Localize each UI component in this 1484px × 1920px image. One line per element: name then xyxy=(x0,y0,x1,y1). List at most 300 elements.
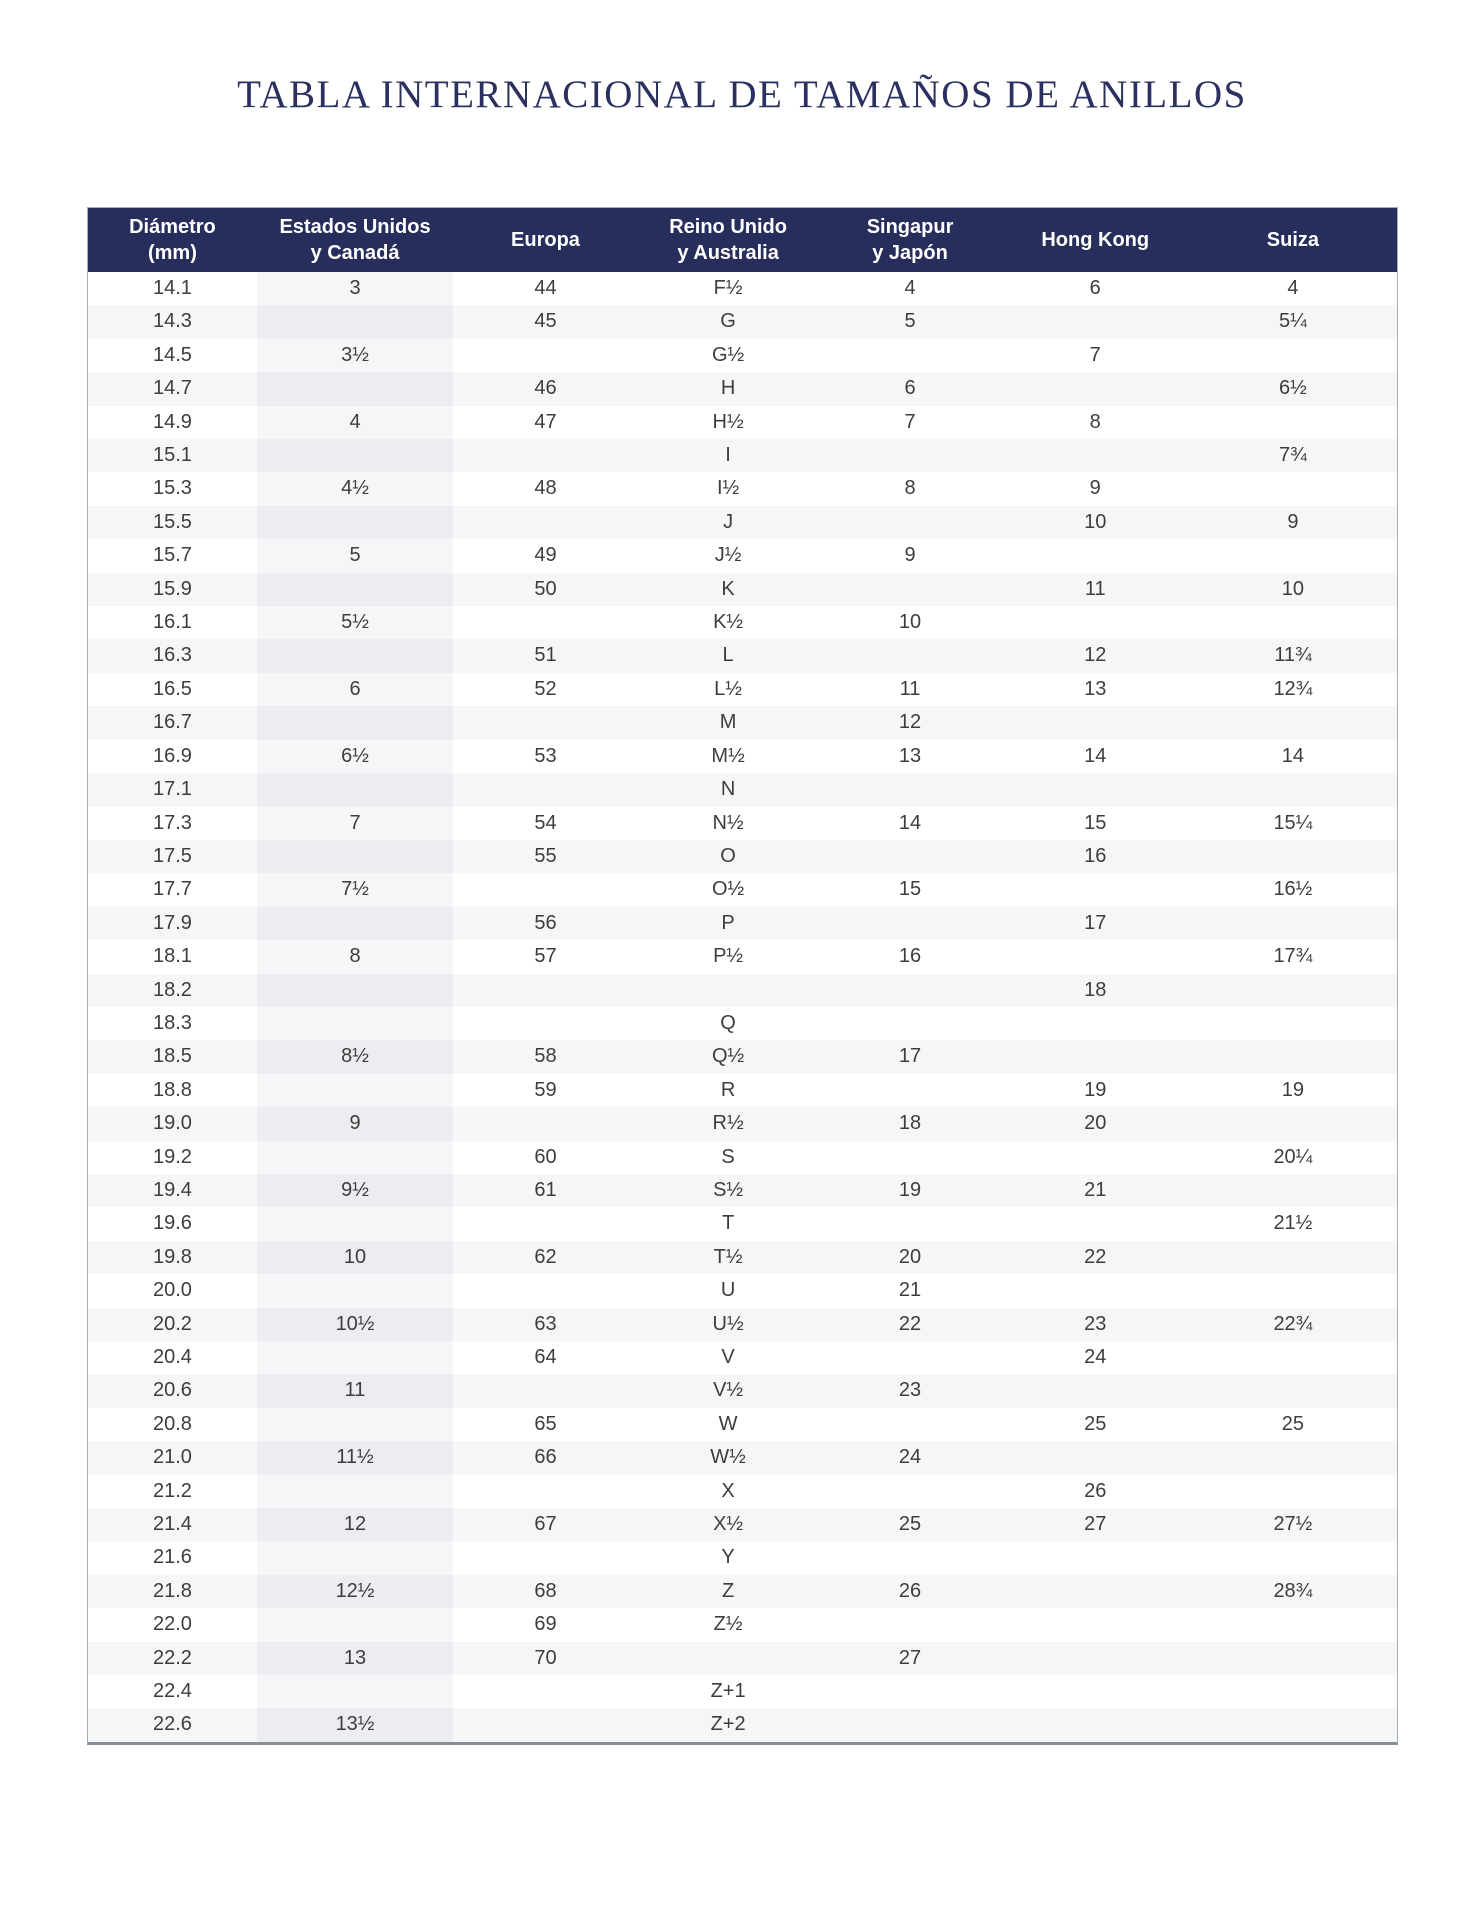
column-header-5: Singapur y Japón xyxy=(818,208,1001,272)
table-cell: R xyxy=(720,1078,736,1101)
table-cell xyxy=(818,439,1001,472)
table-cell: L½ xyxy=(714,677,742,700)
table-cell xyxy=(818,773,1001,806)
table-cell: 68 xyxy=(534,1579,557,1602)
table-cell: 17 xyxy=(1084,911,1107,934)
table-cell: 17.3 xyxy=(152,811,192,834)
table-cell: 25 xyxy=(898,1513,922,1536)
table-cell: O xyxy=(720,844,736,867)
table-cell xyxy=(257,506,453,539)
table-cell xyxy=(257,1207,453,1240)
table-row xyxy=(88,272,1397,305)
table-cell xyxy=(1002,1541,1189,1574)
table-cell: 21.0 xyxy=(152,1446,192,1469)
ring-size-table xyxy=(88,208,1397,1742)
table-cell: 7 xyxy=(257,807,453,840)
table-cell: 4 xyxy=(1287,277,1299,299)
table-cell xyxy=(1002,873,1189,906)
table-cell xyxy=(1189,1675,1397,1708)
table-cell: 6 xyxy=(1089,277,1101,299)
table-cell xyxy=(1189,1475,1397,1508)
ring-size-table-container xyxy=(87,207,1398,1745)
table-cell xyxy=(1189,1007,1397,1040)
table-cell: 19.2 xyxy=(152,1145,192,1168)
table-cell: 70 xyxy=(534,1646,557,1669)
table-cell: 13½ xyxy=(257,1708,453,1741)
table-cell: 46 xyxy=(534,377,557,400)
table-cell: 56 xyxy=(534,911,557,934)
table-cell: 19 xyxy=(1084,1078,1107,1101)
table-cell xyxy=(453,1541,638,1574)
table-cell xyxy=(1189,1708,1397,1741)
table-cell xyxy=(453,339,638,372)
table-cell: 13 xyxy=(1084,677,1107,700)
table-cell: 21 xyxy=(898,1279,922,1302)
table-cell: 18.1 xyxy=(152,945,192,968)
table-cell xyxy=(1002,1040,1189,1073)
table-cell: 19 xyxy=(898,1178,922,1201)
table-cell xyxy=(1189,606,1397,639)
table-cell: 12 xyxy=(257,1508,453,1541)
table-cell: 6½ xyxy=(1279,377,1307,400)
table-row xyxy=(88,1642,1397,1675)
table-cell: 18 xyxy=(1084,978,1107,1001)
table-row xyxy=(88,873,1397,906)
table-cell: 10 xyxy=(898,611,922,634)
table-cell: 6 xyxy=(904,377,916,400)
table-cell: 7 xyxy=(904,410,916,433)
table-cell xyxy=(453,1007,638,1040)
table-cell: 26 xyxy=(1084,1479,1107,1502)
table-cell xyxy=(453,1675,638,1708)
table-cell xyxy=(257,1675,453,1708)
table-cell: 13 xyxy=(898,744,922,767)
table-cell: 27 xyxy=(1084,1513,1107,1536)
table-cell xyxy=(453,506,638,539)
table-cell: 20.6 xyxy=(152,1379,192,1402)
table-cell: O½ xyxy=(711,878,745,901)
table-cell: Z+1 xyxy=(710,1680,746,1703)
table-cell: 15 xyxy=(898,878,922,901)
table-cell: 5 xyxy=(257,539,453,572)
table-cell xyxy=(453,1374,638,1407)
table-cell xyxy=(1002,1007,1189,1040)
table-cell xyxy=(257,706,453,739)
table-header-row xyxy=(88,208,1397,272)
table-row xyxy=(88,1174,1397,1207)
table-cell: 10 xyxy=(1281,577,1305,600)
table-row xyxy=(88,1441,1397,1474)
table-cell xyxy=(638,974,819,1007)
table-row xyxy=(88,1675,1397,1708)
table-cell xyxy=(1189,1374,1397,1407)
table-cell: 27 xyxy=(898,1646,922,1669)
table-cell xyxy=(1189,406,1397,439)
table-cell: Z+2 xyxy=(710,1713,746,1736)
table-cell: T xyxy=(721,1212,735,1235)
table-cell: 7½ xyxy=(257,873,453,906)
table-cell: S½ xyxy=(713,1178,744,1201)
column-header-1: Diámetro (mm) xyxy=(88,208,257,272)
table-row xyxy=(88,974,1397,1007)
table-cell: F½ xyxy=(713,277,743,299)
table-cell: 51 xyxy=(534,644,557,667)
table-cell: 15.3 xyxy=(152,477,192,500)
table-cell: 63 xyxy=(534,1312,557,1335)
table-cell: 44 xyxy=(534,277,557,299)
table-cell xyxy=(1189,1441,1397,1474)
table-cell: 20.4 xyxy=(152,1346,192,1368)
table-row xyxy=(88,406,1397,439)
table-cell: V½ xyxy=(713,1379,744,1402)
table-cell xyxy=(1189,1608,1397,1641)
table-cell xyxy=(1002,606,1189,639)
table-cell: 47 xyxy=(534,410,557,433)
table-cell: 19.8 xyxy=(152,1245,192,1268)
table-cell: 11 xyxy=(257,1374,453,1407)
table-cell: 60 xyxy=(534,1145,557,1168)
table-cell: 67 xyxy=(534,1513,557,1536)
table-cell xyxy=(1002,1274,1189,1307)
table-cell xyxy=(1002,372,1189,405)
table-cell: H½ xyxy=(712,410,744,433)
table-row xyxy=(88,339,1397,372)
table-cell: 21.6 xyxy=(152,1546,192,1569)
table-cell: U xyxy=(720,1279,736,1302)
table-row xyxy=(88,807,1397,840)
table-cell: 16 xyxy=(898,945,922,968)
table-cell xyxy=(1002,1374,1189,1407)
table-cell: U½ xyxy=(712,1312,744,1335)
table-cell: 20.0 xyxy=(152,1279,192,1302)
table-cell: 18.2 xyxy=(152,978,192,1001)
table-cell: 4 xyxy=(904,277,916,299)
table-cell: 20.8 xyxy=(152,1412,192,1435)
table-cell: X½ xyxy=(713,1513,744,1536)
table-cell: 18.5 xyxy=(152,1045,192,1068)
table-cell: 12¾ xyxy=(1273,677,1313,700)
table-cell: 16½ xyxy=(1273,878,1313,901)
table-cell xyxy=(453,1708,638,1741)
table-cell: 21.2 xyxy=(152,1479,192,1502)
table-cell xyxy=(257,840,453,873)
table-row xyxy=(88,1475,1397,1508)
table-row xyxy=(88,506,1397,539)
table-row xyxy=(88,907,1397,940)
table-cell xyxy=(818,907,1001,940)
table-row xyxy=(88,1575,1397,1608)
table-row xyxy=(88,1541,1397,1574)
table-cell xyxy=(818,339,1001,372)
table-cell: 12½ xyxy=(257,1575,453,1608)
table-cell: 6 xyxy=(257,673,453,706)
table-cell xyxy=(453,1475,638,1508)
table-cell: R½ xyxy=(712,1112,744,1135)
column-header-2: Estados Unidos y Canadá xyxy=(257,208,453,272)
table-cell: 53 xyxy=(534,744,557,767)
table-cell: 16 xyxy=(1084,844,1107,867)
table-cell: 19 xyxy=(1281,1078,1305,1101)
table-cell: 66 xyxy=(534,1446,557,1469)
table-cell xyxy=(1189,339,1397,372)
table-cell: G½ xyxy=(711,343,745,366)
table-cell xyxy=(257,439,453,472)
table-header xyxy=(88,208,1397,272)
table-row xyxy=(88,673,1397,706)
table-row xyxy=(88,1007,1397,1040)
table-cell xyxy=(453,1107,638,1140)
table-cell: S xyxy=(721,1145,735,1168)
table-cell: 17.5 xyxy=(152,844,192,867)
table-cell: 11 xyxy=(899,677,921,700)
table-cell: 21½ xyxy=(1273,1212,1313,1235)
table-row xyxy=(88,940,1397,973)
column-header-6: Hong Kong xyxy=(1002,208,1189,272)
table-cell: 5 xyxy=(904,310,916,333)
table-cell: P xyxy=(721,911,735,934)
table-cell: 28¾ xyxy=(1273,1579,1313,1602)
table-cell: 25 xyxy=(1084,1412,1107,1435)
table-cell xyxy=(818,840,1001,873)
table-cell: I½ xyxy=(716,477,740,500)
table-row xyxy=(88,706,1397,739)
table-cell: 8 xyxy=(257,940,453,973)
table-cell: 62 xyxy=(534,1245,557,1268)
table-cell: N½ xyxy=(712,811,744,834)
table-cell xyxy=(453,706,638,739)
table-cell: 16.9 xyxy=(152,744,192,767)
table-cell: 45 xyxy=(534,310,557,333)
table-cell: 11¾ xyxy=(1274,644,1312,667)
table-cell: 55 xyxy=(534,844,557,867)
table-cell: X xyxy=(721,1479,735,1502)
table-cell: 14 xyxy=(1084,744,1107,767)
table-row xyxy=(88,1241,1397,1274)
table-cell: P½ xyxy=(713,945,744,968)
table-cell: 6½ xyxy=(257,740,453,773)
table-cell: 17.7 xyxy=(152,878,192,901)
table-cell: W xyxy=(718,1412,738,1435)
table-cell xyxy=(1002,439,1189,472)
table-cell: 26 xyxy=(898,1579,922,1602)
table-cell: 9 xyxy=(1089,477,1101,500)
table-cell: 11 xyxy=(1084,577,1106,600)
table-cell: I xyxy=(725,444,731,467)
table-cell: 61 xyxy=(534,1178,557,1201)
table-cell xyxy=(818,1675,1001,1708)
table-cell xyxy=(1002,305,1189,338)
table-cell xyxy=(257,1475,453,1508)
table-cell: T½ xyxy=(713,1245,743,1268)
table-cell xyxy=(257,1141,453,1174)
table-cell xyxy=(818,1007,1001,1040)
table-cell xyxy=(818,1475,1001,1508)
table-cell: 14 xyxy=(898,811,922,834)
column-header-4: Reino Unido y Australia xyxy=(638,208,819,272)
table-cell: 20.2 xyxy=(152,1312,192,1335)
table-cell xyxy=(1002,1642,1189,1675)
table-cell: 58 xyxy=(534,1045,557,1068)
table-cell xyxy=(818,506,1001,539)
table-cell: 20 xyxy=(898,1245,922,1268)
table-row xyxy=(88,1608,1397,1641)
table-cell xyxy=(453,1207,638,1240)
table-cell: 69 xyxy=(534,1613,557,1636)
table-cell: 59 xyxy=(534,1078,557,1101)
table-cell: 18.3 xyxy=(152,1011,192,1034)
table-row xyxy=(88,372,1397,405)
table-row xyxy=(88,773,1397,806)
table-cell: 10½ xyxy=(257,1308,453,1341)
table-cell xyxy=(1002,773,1189,806)
table-row xyxy=(88,639,1397,672)
table-row xyxy=(88,1308,1397,1341)
table-row xyxy=(88,1408,1397,1441)
table-cell: 9 xyxy=(904,544,916,567)
table-row xyxy=(88,740,1397,773)
table-cell xyxy=(1189,1174,1397,1207)
table-cell: 49 xyxy=(534,544,557,567)
table-body xyxy=(88,272,1397,1742)
table-cell xyxy=(257,573,453,606)
table-cell xyxy=(453,773,638,806)
table-cell xyxy=(1189,840,1397,873)
table-cell xyxy=(1002,1207,1189,1240)
table-cell: 24 xyxy=(898,1446,922,1469)
table-cell: H xyxy=(720,377,736,400)
table-cell: 14 xyxy=(1281,744,1305,767)
table-cell xyxy=(818,1541,1001,1574)
table-cell: 23 xyxy=(1084,1312,1107,1335)
table-cell xyxy=(257,1408,453,1441)
column-header-3: Europa xyxy=(453,208,638,272)
table-cell: 17.1 xyxy=(152,778,192,801)
table-cell: 50 xyxy=(534,577,557,600)
table-cell: 9 xyxy=(257,1107,453,1140)
table-cell: 16.5 xyxy=(152,677,192,700)
table-cell: 4 xyxy=(257,406,453,439)
table-row xyxy=(88,472,1397,505)
table-cell xyxy=(818,1207,1001,1240)
table-row xyxy=(88,1708,1397,1741)
table-cell: 48 xyxy=(534,477,557,500)
table-cell: 19.0 xyxy=(152,1112,192,1135)
table-cell: 12 xyxy=(1084,644,1107,667)
page-title: TABLA INTERNACIONAL DE TAMAÑOS DE ANILLOS xyxy=(237,73,1247,116)
table-cell xyxy=(257,907,453,940)
table-cell: 20¼ xyxy=(1273,1145,1313,1168)
table-cell: 27½ xyxy=(1273,1513,1313,1536)
table-cell: 8½ xyxy=(257,1040,453,1073)
table-cell: 15.7 xyxy=(152,544,192,567)
table-cell xyxy=(1189,1341,1397,1374)
table-cell xyxy=(453,974,638,1007)
table-cell xyxy=(1189,1040,1397,1073)
table-cell: 65 xyxy=(534,1412,557,1435)
table-cell: 17¾ xyxy=(1273,945,1313,968)
table-cell: 15.1 xyxy=(152,444,192,467)
table-cell xyxy=(257,1074,453,1107)
table-cell: 7¾ xyxy=(1279,444,1307,467)
table-row xyxy=(88,606,1397,639)
table-cell: 54 xyxy=(534,811,557,834)
table-cell: 25 xyxy=(1281,1412,1305,1435)
table-cell: 17 xyxy=(898,1045,922,1068)
table-cell: Y xyxy=(721,1546,735,1569)
table-cell xyxy=(257,639,453,672)
table-cell xyxy=(453,873,638,906)
table-cell: 4½ xyxy=(257,472,453,505)
table-cell: 23 xyxy=(898,1379,922,1402)
table-cell xyxy=(818,1408,1001,1441)
table-cell: 57 xyxy=(534,945,557,968)
table-cell: 14.9 xyxy=(152,410,192,433)
table-row xyxy=(88,1274,1397,1307)
table-cell: G xyxy=(720,310,736,333)
table-row xyxy=(88,1107,1397,1140)
table-cell xyxy=(638,1642,819,1675)
table-cell xyxy=(818,1708,1001,1741)
table-cell: 19.4 xyxy=(152,1178,192,1201)
table-cell xyxy=(1002,1141,1189,1174)
table-cell xyxy=(257,974,453,1007)
table-cell xyxy=(1189,539,1397,572)
table-row xyxy=(88,305,1397,338)
table-cell xyxy=(1002,1575,1189,1608)
table-cell: 22.4 xyxy=(152,1680,192,1703)
table-cell: 9 xyxy=(1287,510,1299,533)
table-cell xyxy=(257,1007,453,1040)
table-cell xyxy=(818,1141,1001,1174)
table-cell: 16.1 xyxy=(152,611,192,634)
table-cell: Q xyxy=(720,1011,736,1034)
table-cell xyxy=(1189,773,1397,806)
table-cell xyxy=(257,1541,453,1574)
table-cell xyxy=(1189,1541,1397,1574)
table-cell xyxy=(257,1608,453,1641)
table-cell: 64 xyxy=(534,1346,557,1368)
table-cell xyxy=(818,1074,1001,1107)
table-cell: 22.0 xyxy=(152,1613,192,1636)
table-row xyxy=(88,1040,1397,1073)
table-cell xyxy=(818,1608,1001,1641)
table-cell xyxy=(1189,1107,1397,1140)
table-cell xyxy=(818,639,1001,672)
table-cell: Z xyxy=(721,1579,735,1602)
table-cell xyxy=(1002,1708,1189,1741)
table-row xyxy=(88,573,1397,606)
table-cell: 10 xyxy=(257,1241,453,1274)
table-cell: J xyxy=(723,510,734,533)
table-cell xyxy=(1002,539,1189,572)
table-cell: 22.2 xyxy=(152,1646,192,1669)
table-cell: 3½ xyxy=(257,339,453,372)
table-row xyxy=(88,539,1397,572)
table-row xyxy=(88,439,1397,472)
table-cell: 52 xyxy=(534,677,557,700)
table-cell: 5½ xyxy=(257,606,453,639)
table-row xyxy=(88,1341,1397,1374)
table-cell xyxy=(1189,1241,1397,1274)
table-cell: M½ xyxy=(711,744,745,767)
table-cell: 22.6 xyxy=(152,1713,192,1736)
table-cell xyxy=(257,1341,453,1374)
table-cell xyxy=(1002,940,1189,973)
table-cell: 16.3 xyxy=(152,644,192,667)
table-cell: 21 xyxy=(1084,1178,1107,1201)
table-cell: 3 xyxy=(257,272,453,305)
table-cell xyxy=(1189,1274,1397,1307)
